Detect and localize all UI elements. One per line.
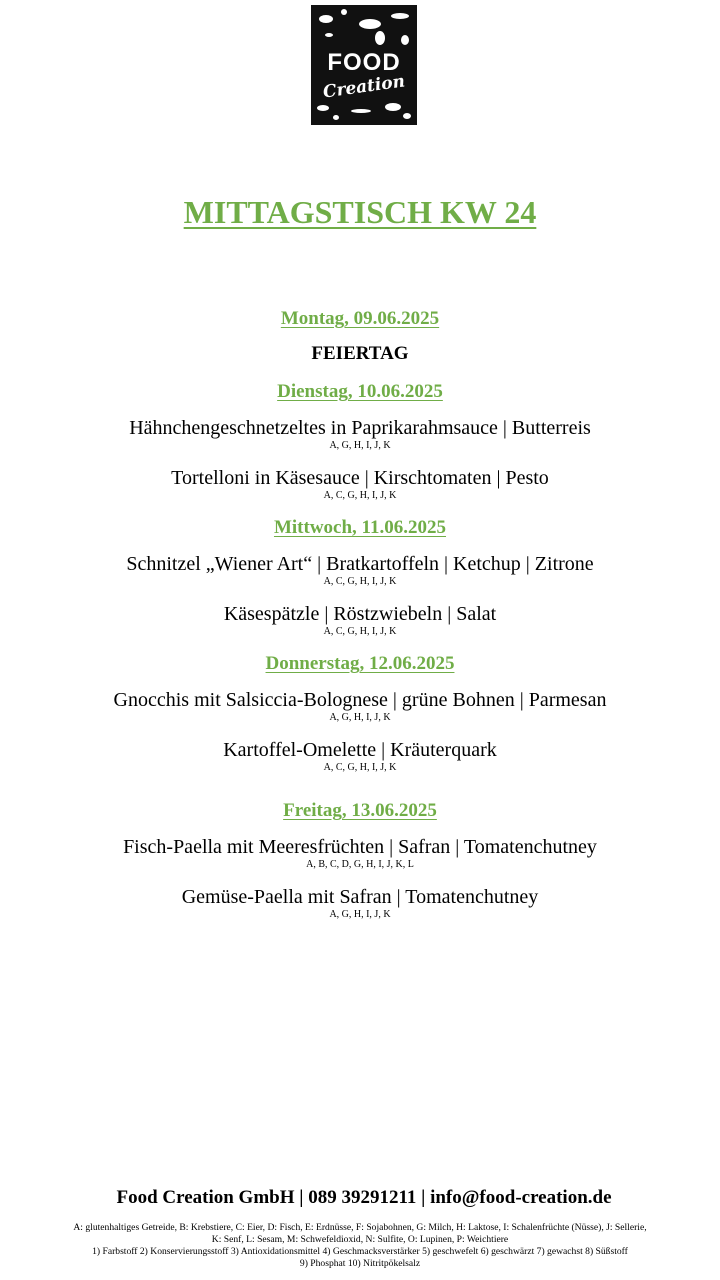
legend-line: K: Senf, L: Sesam, M: Schwefeldioxid, N: Sulfite, O: Lupinen, P: Weichtiere xyxy=(211,1234,509,1245)
food-creation-logo xyxy=(311,5,417,125)
legend-line: A: glutenhaltiges Getreide, B: Krebstiere, C: Eier, D: Fisch, E: Erdnüsse, F: Sojabohnen, G: Milch, H: Laktose, I: Schalenfrüchte (Nüsse), J: Sellerie, xyxy=(73,1222,647,1233)
dish-name: Kartoffel-Omelette | Kräuterquark xyxy=(223,739,497,761)
legend-line: 1) Farbstoff 2) Konservierungsstoff 3) Antioxidationsmittel 4) Geschmacksverstärker 5) geschwefelt 6) geschwärzt 7) gewachst 8) Süßstoff xyxy=(92,1246,628,1257)
day-heading-mittwoch: Mittwoch, 11.06.2025 xyxy=(273,517,447,538)
dish-allergens: A, C, G, H, I, J, K xyxy=(323,762,397,773)
dish-allergens: A, C, G, H, I, J, K xyxy=(323,626,397,637)
holiday-note: FEIERTAG xyxy=(311,343,409,364)
dish-name: Gemüse-Paella mit Safran | Tomatenchutney xyxy=(181,886,539,908)
day-heading-dienstag: Dienstag, 10.06.2025 xyxy=(277,381,443,402)
logo-word-food: FOOD xyxy=(327,49,401,76)
dish-name: Hähnchengeschnetzeltes in Paprikarahmsauce | Butterreis xyxy=(129,417,591,439)
day-heading-donnerstag: Donnerstag, 12.06.2025 xyxy=(265,653,455,674)
dish-name: Käsespätzle | Röstzwiebeln | Salat xyxy=(223,603,497,625)
dish-allergens: A, G, H, I, J, K xyxy=(329,909,391,920)
dish-allergens: A, B, C, D, G, H, I, J, K, L xyxy=(306,859,414,870)
dish-name: Tortelloni in Käsesauce | Kirschtomaten | Pesto xyxy=(171,467,549,489)
dish-allergens: A, C, G, H, I, J, K xyxy=(323,490,397,501)
legend-line: 9) Phosphat 10) Nitritpökelsalz xyxy=(299,1258,421,1269)
dish-name: Schnitzel „Wiener Art“ | Bratkartoffeln | Ketchup | Zitrone xyxy=(126,553,594,575)
logo-word-creation: Creation xyxy=(321,71,407,103)
dish-name: Fisch-Paella mit Meeresfrüchten | Safran | Tomatenchutney xyxy=(123,836,597,858)
dish-allergens: A, G, H, I, J, K xyxy=(329,440,391,451)
dish-name: Gnocchis mit Salsiccia-Bolognese | grüne Bohnen | Parmesan xyxy=(113,689,607,711)
day-heading-montag: Montag, 09.06.2025 xyxy=(280,308,440,329)
dish-allergens: A, G, H, I, J, K xyxy=(329,712,391,723)
page-title: MITTAGSTISCH KW 24 xyxy=(183,194,537,230)
dish-allergens: A, C, G, H, I, J, K xyxy=(323,576,397,587)
allergen-legend xyxy=(10,1222,710,1270)
day-heading-freitag: Freitag, 13.06.2025 xyxy=(283,800,437,821)
footer-contact: Food Creation GmbH | 089 39291211 | info@food-creation.de xyxy=(116,1187,612,1208)
